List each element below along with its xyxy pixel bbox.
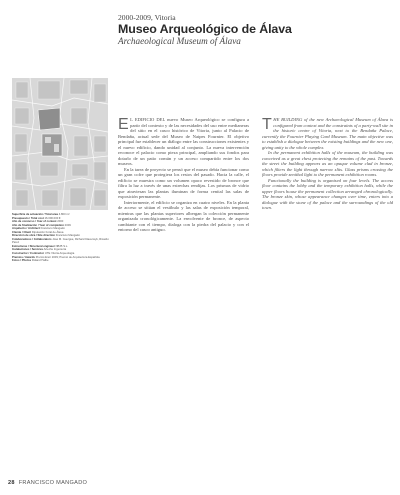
credit-line: Superficie de actuación / Total area 4.800 m² [12,213,70,216]
paragraph: THE BUILDING of the new Archaeological Museum of Álava is configured from context and the constraints of a party-wall site in the historic centre of Vitoria, next to the Bendaña Palace, currently the Fournier Playing Card Museum. The main objective was to establish a dialogue between the existing buildings and the new one, giving unity to the whole complex. [262,116,393,150]
paragraph: In the permanent exhibition halls of the museum, the building was conceived as a great chest protecting the remains of the past. Towards the street the building appears as an opaque volume clad in bronze, which filters the light through narrow slits. Glass prisms crossing the floors provide zenithal light to the permanent exhibition rooms. [262,150,393,177]
article-text-spanish [118,117,249,233]
paragraph: Interiormente, el edificio se organiza en cuatro niveles. En la planta de acceso se sitúan el vestíbulo y las salas de exposición temporal, mientras que las plantas superiores albergan la colección permanente organizada cronológicamente. La envolvente de bronce, de aspecto cambiante con el tiempo, dialoga con la piedra del palacio y con el entorno del casco antiguo. [118,199,249,232]
page-footer [8,480,87,486]
paragraph: Functionally the building is organised on four levels. The access floor contains the lobby and the temporary exhibition halls, while the upper floors house the permanent collection arranged chronologically. The bronze skin, whose appearance changes over time, enters into a dialogue with the stone of the palace and the surroundings of the old town. [262,177,393,210]
credit-line: Fotos / Photos Roland Halbe [12,259,49,263]
drop-cap: T [262,116,272,133]
article-title: Museo Arqueológico de Álava [118,22,292,36]
credit-line: Estructuras / Structural engineer NB35 S.L. [12,244,69,248]
paragraph: En la tarea de proyecto se pensó que el museo debía funcionar como un gran cofre que protegiera los restos del pasado. Hacia la calle, el edificio se muestra como un volumen opaco revestido de bronce que filtra la luz a través de unas estrechas rendijas. Los prismas de vidrio que atraviesan las plantas iluminan de forma cenital las salas de exposición permanente. [118,166,249,199]
credit-line: Instalaciones / Services Arteche Ingeniería [12,248,67,252]
credit-line: Constructor / Contractor UTE Vitoria Arqueología [12,252,75,256]
credit-line: Presupuesto / Total cost 16.000.000 € [12,216,61,220]
project-date: 2000-2009, Vitoria [118,13,176,22]
article-header [118,13,388,46]
paragraph: E L EDIFICIO DEL nuevo Museo Arqueológico se configura a partir del contexto y de las necesidades del uso entre medianeras del sitio en el casco histórico de Vitoria, junto al Palacio de Bendaña, actual sede del Museo de Naipes Fournier. El objetivo principal fue establecer un diálogo entre las construcciones existentes y el nuevo edificio, dando unidad al conjunto. La nueva intervención reconoce el palacio como pieza principal, ampliando sus fondos para dotarlo de un patio común y un acceso compartido entre los dos museos. [118,116,249,166]
credit-line: Año de finalización / Year of completion 2009 [12,223,71,227]
credit-line: Año de concurso / Year of contest 2000 [12,220,64,224]
drop-cap: E [118,116,129,133]
footer-author: FRANCISCO MANGADO [18,480,88,486]
credit-line: Premios / Awards Premio Enor 2009; Premio de Arquitectura Española [12,255,100,259]
credit-line: Colaboradores / Collaborators José M. Guergué, Richard Klaverwyk, Ricardo Pérez [12,237,109,245]
page-number: 28 [8,480,15,486]
article-subtitle: Archaeological Museum of Álava [118,36,241,46]
credit-line: Cliente / Client Diputación Foral de Álava [12,230,64,234]
credit-line: Arquitecto / Architect Francisco Mangado [12,227,65,231]
technical-credits [12,213,110,263]
article-text-english [262,117,393,211]
museum-footprint [38,108,62,156]
site-plan-drawing [12,78,108,210]
credit-line: Dirección de obra / Site direction Francisco Mangado [12,234,80,238]
site-plan-svg [12,78,108,210]
